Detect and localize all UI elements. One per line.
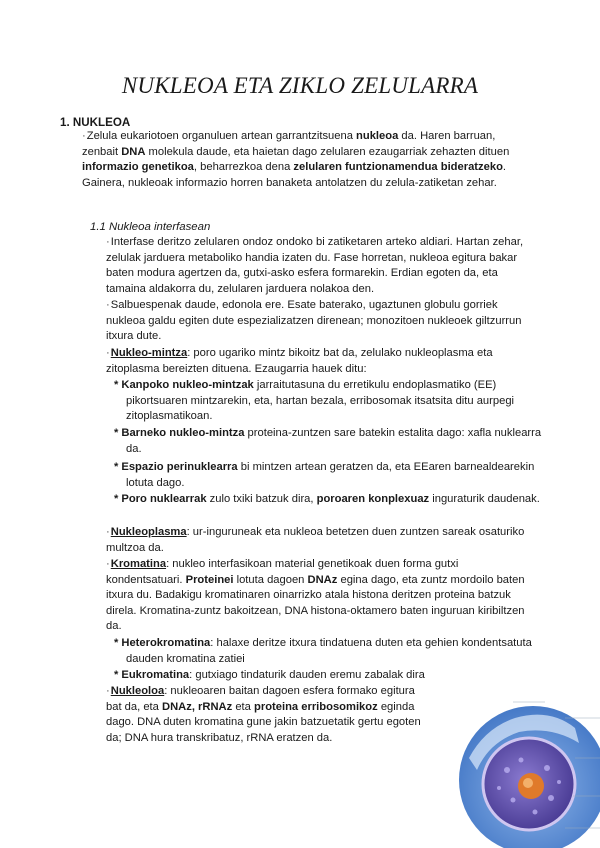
kromatina-paragraph: ·Kromatina: nukleo interfasikoan material genetikoak duen forma gutxi kondentsatuari. Proteinei lotuta dagoen DNAz egina dago, eta zuntz mordoilo baten itxura du. Badakigu kromatinaren oinarrizko atala histona deritzen proteina batzuk direla. Kromatina-zuntz bakoitzean, DNA histona-oktamero baten inguruan kiribiltzen da. — [106, 558, 525, 633]
list-item-kanpoko: * Kanpoko nukleo-mintzak jarraitutasuna du erretikulu endoplasmatiko (EE) pikortsuaren mintzarekin, eta, hartan bezala, erribosomak itsatsita ditu aurpegi zitoplasmatikoan. — [114, 379, 515, 423]
interfase-paragraph: ·Interfase deritzo zelularen ondoz ondoko bi zatiketaren arteko aldiari. Hartan zehar, zelulak jarduera metaboliko handia izaten du. Fase horretan, nukleoa egitura bakar baten modura agertzen da, gutxi-asko esfera formarekin. Erdian egoten da, eta tamaina aldakorra du, zelularen jarduera nolakoa den. — [106, 236, 524, 295]
nukleoplasma-paragraph: ·Nukleoplasma: ur-inguruneak eta nukleoa betetzen duen zuntzen sareak osaturiko multzoa da. — [106, 526, 525, 554]
subsection-heading: 1.1 Nukleoa interfasean — [90, 221, 211, 233]
intro-paragraph: ·Zelula eukariotoen organuluen artean garrantzitsuena nukleoa da. Haren barruan, zenbait DNA molekula daude, eta haietan dago zelularen ezaugarriak zehazten dituen informazio genetikoa, beharrezkoa dena zelularen funtzionamendua bideratzeko. Gainera, nukleoak informazio horren banaketa antolatzen du zelula-zatiketan zehar. — [82, 130, 510, 189]
asterisk-bullet: * — [114, 379, 119, 391]
section-heading-nukleoa: 1. NUKLEOA — [60, 116, 131, 129]
list-item-barneko: * Barneko nukleo-mintza proteina-zuntzen sare batekin estalita dago: xafla nuklearra da. — [114, 427, 542, 455]
bullet-dot: · — [82, 130, 86, 142]
list-item-eukromatina: * Eukromatina: gutxiago tindaturik dauden eremu zabalak dira — [114, 669, 425, 681]
cell-nucleus-illustration — [455, 688, 600, 848]
salbuespenak-paragraph: ·Salbuespenak daude, edonola ere. Esate baterako, ugaztunen globulu gorriek nukleoa galdu egiten dute espezializatzen direnean; monozitoen nukleoek giltzurrun itxura dute. — [106, 299, 522, 343]
list-item-poro: * Poro nuklearrak zulo txiki batzuk dira, poroaren konplexuaz inguraturik daudenak. — [114, 493, 540, 505]
nukleo-mintza-paragraph: ·Nukleo-mintza: poro ugariko mintz bikoitz bat da, zelulako nukleoplasma eta zitoplasma bereizten dituena. Ezaugarria hauek ditu: — [106, 347, 493, 375]
cell-diagram-svg — [455, 688, 600, 848]
nukleoloa-paragraph: ·Nukleoloa: nukleoaren baitan dagoen esfera formako egitura bat da, eta DNAz, rRNAz eta proteina erribosomikoz eginda dago. DNA duten kromatina gune jakin batzuetatik gertu egoten da; DNA hura transkribatuz, rRNA eratzen da. — [106, 685, 421, 744]
list-item-espazio: * Espazio perinuklearra bi mintzen artean geratzen da, eta EEaren barnealdearekin lotuta dago. — [114, 461, 535, 489]
page-title: NUKLEOA ETA ZIKLO ZELULARRA — [121, 73, 479, 98]
list-item-heterokromatina: * Heterokromatina: halaxe deritze itxura tindatuena duten eta gehien kondentsatuta dauden kromatina zatiei — [114, 637, 532, 665]
